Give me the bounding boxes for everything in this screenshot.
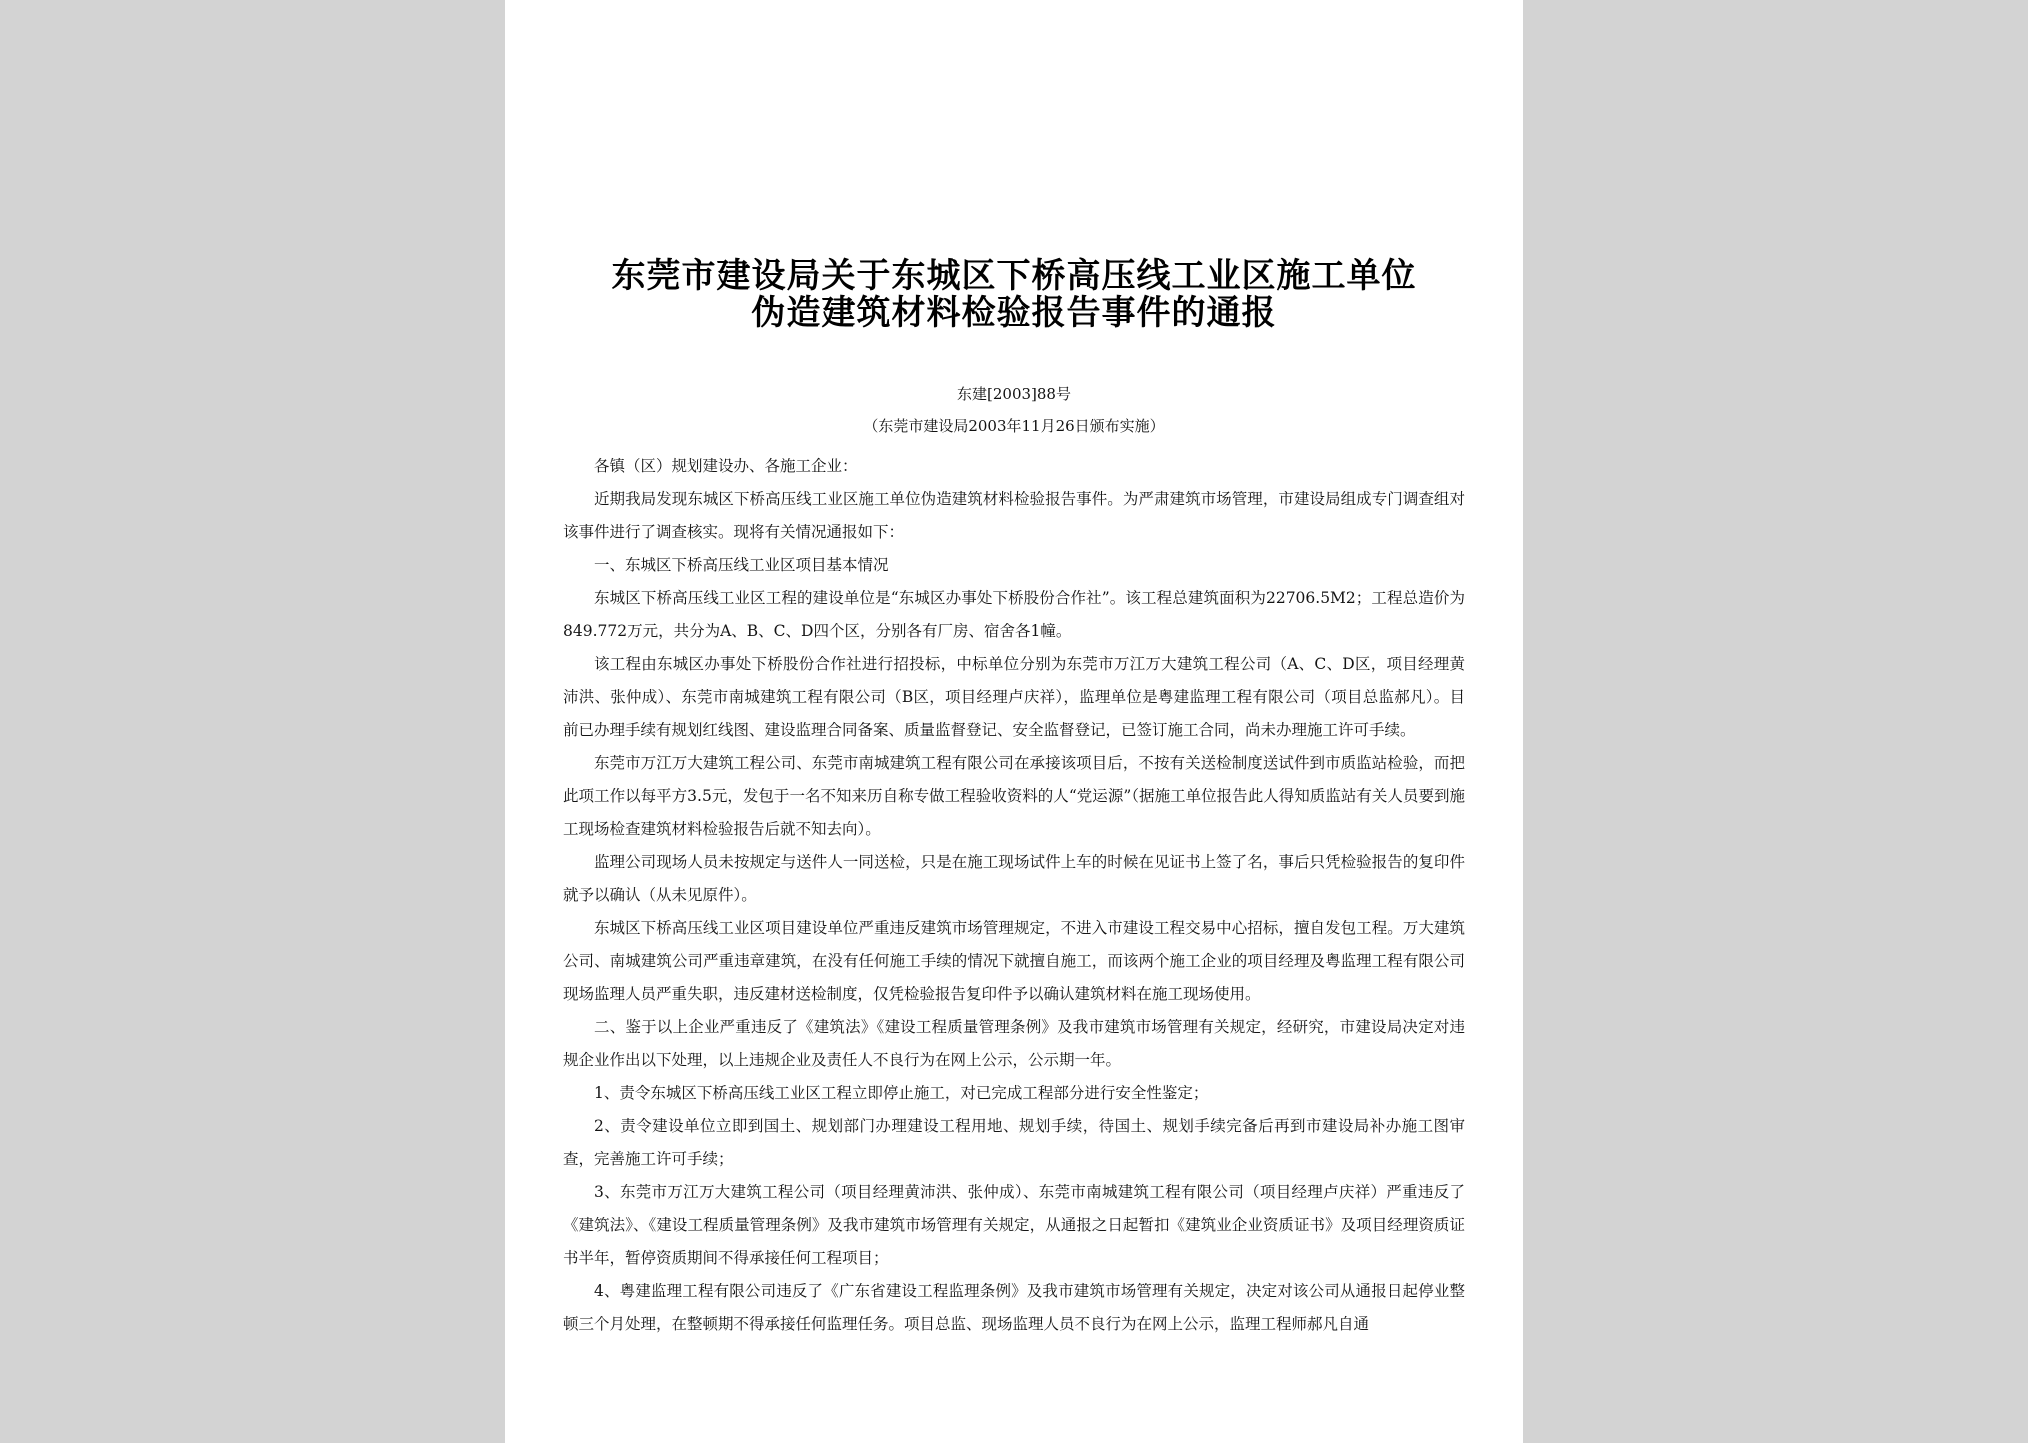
document-title	[563, 258, 1465, 332]
document-number: 东建[2003]88号	[957, 385, 1071, 403]
paragraph: 监理公司现场人员未按规定与送件人一同送检，只是在施工现场试件上车的时候在见证书上签了名，事后只凭检验报告的复印件就予以确认（从未见原件）。	[563, 853, 1465, 904]
title-line-2: 伪造建筑材料检验报告事件的通报	[751, 293, 1277, 333]
paragraph: 二、鉴于以上企业严重违反了《建筑法》《建设工程质量管理条例》及我市建筑市场管理有关规定，经研究，市建设局决定对违规企业作出以下处理，以上违规企业及责任人不良行为在网上公示，公示期一年。	[563, 1018, 1465, 1069]
paragraph: 近期我局发现东城区下桥高压线工业区施工单位伪造建筑材料检验报告事件。为严肃建筑市场管理，市建设局组成专门调查组对该事件进行了调查核实。现将有关情况通报如下：	[563, 490, 1465, 541]
document-meta	[563, 384, 1465, 436]
list-item: 4、粤建监理工程有限公司违反了《广东省建设工程监理条例》及我市建筑市场管理有关规定，决定对该公司从通报日起停业整顿三个月处理，在整顿期不得承接任何监理任务。项目总监、现场监理人员不良行为在网上公示，监理工程师郝凡自通	[563, 1282, 1465, 1333]
issue-note: （东莞市建设局2003年11月26日颁布实施）	[863, 417, 1165, 435]
section-heading: 一、东城区下桥高压线工业区项目基本情况	[594, 556, 889, 574]
salutation: 各镇（区）规划建设办、各施工企业：	[594, 457, 858, 475]
document-page	[505, 0, 1523, 1443]
document-body	[563, 450, 1465, 1341]
list-item: 3、东莞市万江万大建筑工程公司（项目经理黄沛洪、张仲成）、东莞市南城建筑工程有限公司（项目经理卢庆祥）严重违反了《建筑法》、《建设工程质量管理条例》及我市建筑市场管理有关规定，从通报之日起暂扣《建筑业企业资质证书》及项目经理资质证书半年，暂停资质期间不得承接任何工程项目；	[563, 1183, 1465, 1267]
paragraph: 东城区下桥高压线工业区工程的建设单位是“东城区办事处下桥股份合作社”。该工程总建筑面积为22706.5M2；工程总造价为849.772万元，共分为A、B、C、D四个区，分别各有厂房、宿舍各1幢。	[563, 589, 1465, 640]
title-line-1: 东莞市建设局关于东城区下桥高压线工业区施工单位	[611, 256, 1417, 296]
paragraph: 该工程由东城区办事处下桥股份合作社进行招投标，中标单位分别为东莞市万江万大建筑工程公司（A、C、D区，项目经理黄沛洪、张仲成）、东莞市南城建筑工程有限公司（B区，项目经理卢庆祥），监理单位是粤建监理工程有限公司（项目总监郝凡）。目前已办理手续有规划红线图、建设监理合同备案、质量监督登记、安全监督登记，已签订施工合同，尚未办理施工许可手续。	[563, 655, 1465, 739]
list-item: 2、责令建设单位立即到国土、规划部门办理建设工程用地、规划手续，待国土、规划手续完备后再到市建设局补办施工图审查，完善施工许可手续；	[563, 1117, 1465, 1168]
list-item: 1、责令东城区下桥高压线工业区工程立即停止施工，对已完成工程部分进行安全性鉴定；	[594, 1084, 1209, 1102]
paragraph: 东莞市万江万大建筑工程公司、东莞市南城建筑工程有限公司在承接该项目后，不按有关送检制度送试件到市质监站检验，而把此项工作以每平方3.5元，发包于一名不知来历自称专做工程验收资料的人“党运源”（据施工单位报告此人得知质监站有关人员要到施工现场检查建筑材料检验报告后就不知去向）。	[563, 754, 1465, 838]
paragraph: 东城区下桥高压线工业区项目建设单位严重违反建筑市场管理规定，不进入市建设工程交易中心招标，擅自发包工程。万大建筑公司、南城建筑公司严重违章建筑，在没有任何施工手续的情况下就擅自施工，而该两个施工企业的项目经理及粤监理工程有限公司现场监理人员严重失职，违反建材送检制度，仅凭检验报告复印件予以确认建筑材料在施工现场使用。	[563, 919, 1465, 1003]
